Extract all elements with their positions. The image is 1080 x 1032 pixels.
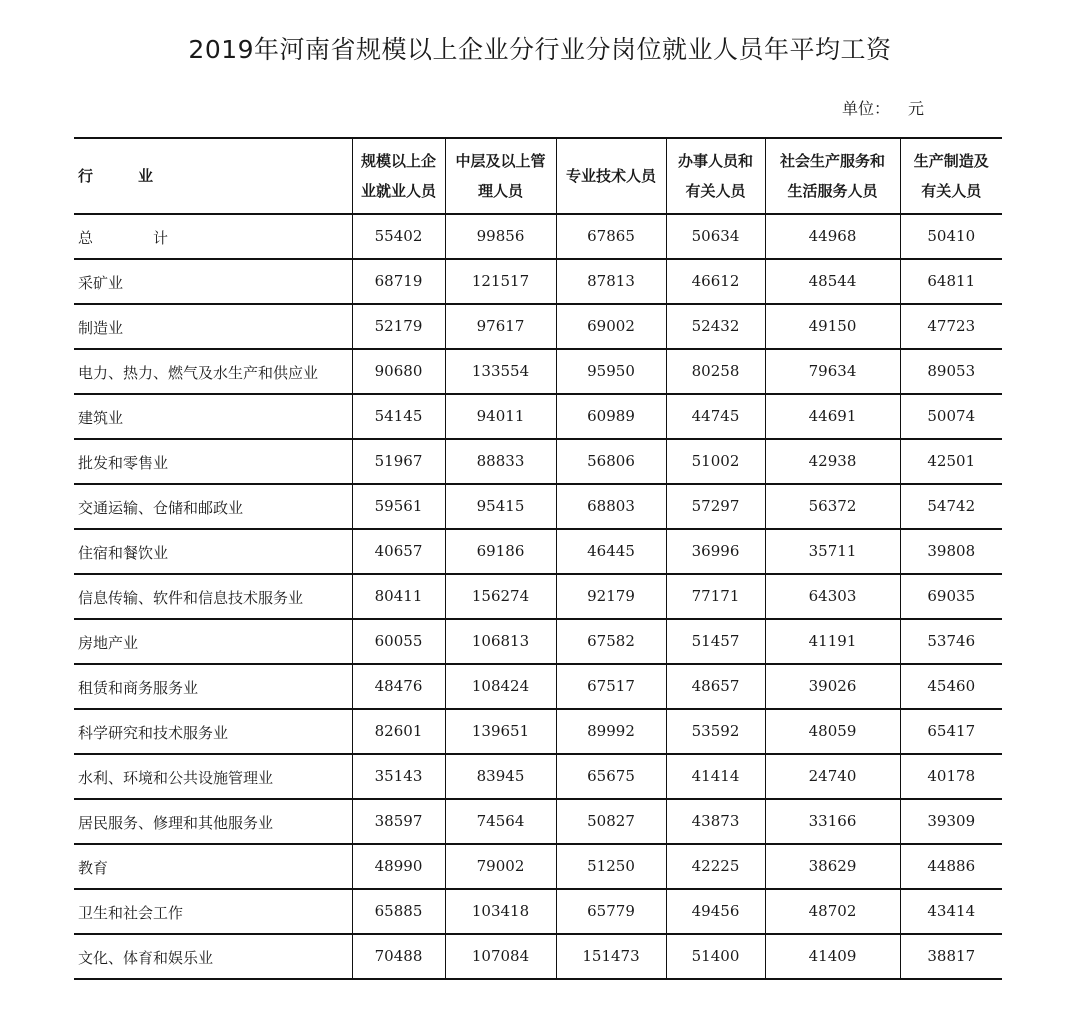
value-cell-management: 99856 [445,214,556,259]
value-cell-clerical: 51457 [666,619,765,664]
value-cell-clerical: 44745 [666,394,765,439]
col-header-industry: 行 业 [74,138,352,214]
value-cell-total: 59561 [352,484,445,529]
value-cell-production: 45460 [900,664,1002,709]
value-cell-management: 103418 [445,889,556,934]
value-cell-professional: 89992 [556,709,666,754]
table-header-row [74,138,1002,214]
value-cell-total: 70488 [352,934,445,979]
value-cell-clerical: 50634 [666,214,765,259]
table-row [74,349,1002,394]
industry-cell: 房地产业 [74,619,352,664]
table-row [74,889,1002,934]
value-cell-service: 44691 [765,394,900,439]
col-header-clerical: 办事人员和 有关人员 [666,138,765,214]
value-cell-service: 38629 [765,844,900,889]
value-cell-production: 64811 [900,259,1002,304]
page-title: 2019年河南省规模以上企业分行业分岗位就业人员年平均工资 [188,35,892,64]
value-cell-professional: 67517 [556,664,666,709]
value-cell-production: 40178 [900,754,1002,799]
value-cell-service: 39026 [765,664,900,709]
value-cell-clerical: 57297 [666,484,765,529]
value-cell-management: 94011 [445,394,556,439]
value-cell-service: 48702 [765,889,900,934]
value-cell-clerical: 49456 [666,889,765,934]
value-cell-professional: 69002 [556,304,666,349]
unit-note [842,96,942,119]
table-row [74,574,1002,619]
value-cell-total: 48990 [352,844,445,889]
value-cell-professional: 87813 [556,259,666,304]
value-cell-service: 79634 [765,349,900,394]
table-row [74,754,1002,799]
col-header-management: 中层及以上管 理人员 [445,138,556,214]
unit-label: 单位： [842,99,891,118]
industry-cell: 居民服务、修理和其他服务业 [74,799,352,844]
table-row [74,664,1002,709]
value-cell-total: 38597 [352,799,445,844]
industry-cell: 电力、热力、燃气及水生产和供应业 [74,349,352,394]
value-cell-production: 54742 [900,484,1002,529]
value-cell-production: 69035 [900,574,1002,619]
value-cell-management: 97617 [445,304,556,349]
value-cell-production: 50410 [900,214,1002,259]
table-row [74,439,1002,484]
value-cell-professional: 92179 [556,574,666,619]
industry-cell: 制造业 [74,304,352,349]
value-cell-service: 64303 [765,574,900,619]
industry-cell: 交通运输、仓储和邮政业 [74,484,352,529]
value-cell-total: 40657 [352,529,445,574]
industry-cell: 科学研究和技术服务业 [74,709,352,754]
table-row [74,619,1002,664]
table-row [74,529,1002,574]
value-cell-total: 55402 [352,214,445,259]
value-cell-production: 39309 [900,799,1002,844]
value-cell-management: 79002 [445,844,556,889]
table-row [74,394,1002,439]
value-cell-professional: 60989 [556,394,666,439]
value-cell-total: 54145 [352,394,445,439]
value-cell-clerical: 43873 [666,799,765,844]
value-cell-total: 68719 [352,259,445,304]
value-cell-professional: 50827 [556,799,666,844]
value-cell-management: 88833 [445,439,556,484]
value-cell-total: 82601 [352,709,445,754]
table-row [74,844,1002,889]
value-cell-production: 38817 [900,934,1002,979]
table-row [74,709,1002,754]
value-cell-service: 24740 [765,754,900,799]
unit-value: 元 [908,99,925,118]
value-cell-total: 65885 [352,889,445,934]
value-cell-production: 44886 [900,844,1002,889]
col-header-production: 生产制造及 有关人员 [900,138,1002,214]
table-body [74,214,1002,979]
value-cell-management: 95415 [445,484,556,529]
value-cell-management: 83945 [445,754,556,799]
value-cell-clerical: 52432 [666,304,765,349]
industry-cell: 教育 [74,844,352,889]
value-cell-production: 39808 [900,529,1002,574]
value-cell-clerical: 77171 [666,574,765,619]
value-cell-service: 42938 [765,439,900,484]
value-cell-service: 56372 [765,484,900,529]
industry-cell: 批发和零售业 [74,439,352,484]
value-cell-service: 41191 [765,619,900,664]
value-cell-clerical: 53592 [666,709,765,754]
col-header-professional: 专业技术人员 [556,138,666,214]
value-cell-management: 107084 [445,934,556,979]
value-cell-management: 121517 [445,259,556,304]
value-cell-service: 49150 [765,304,900,349]
table-row [74,214,1002,259]
value-cell-clerical: 51002 [666,439,765,484]
value-cell-production: 50074 [900,394,1002,439]
value-cell-professional: 46445 [556,529,666,574]
value-cell-total: 90680 [352,349,445,394]
value-cell-professional: 51250 [556,844,666,889]
value-cell-production: 47723 [900,304,1002,349]
table-row [74,799,1002,844]
value-cell-professional: 67582 [556,619,666,664]
industry-cell: 住宿和餐饮业 [74,529,352,574]
table-row [74,484,1002,529]
industry-cell: 卫生和社会工作 [74,889,352,934]
value-cell-clerical: 42225 [666,844,765,889]
value-cell-total: 52179 [352,304,445,349]
value-cell-management: 156274 [445,574,556,619]
value-cell-management: 106813 [445,619,556,664]
value-cell-professional: 56806 [556,439,666,484]
value-cell-total: 48476 [352,664,445,709]
industry-cell: 水利、环境和公共设施管理业 [74,754,352,799]
wage-table [74,137,1002,980]
value-cell-production: 43414 [900,889,1002,934]
industry-cell: 租赁和商务服务业 [74,664,352,709]
table-row [74,259,1002,304]
value-cell-service: 41409 [765,934,900,979]
value-cell-management: 74564 [445,799,556,844]
value-cell-clerical: 41414 [666,754,765,799]
industry-cell: 信息传输、软件和信息技术服务业 [74,574,352,619]
col-header-service: 社会生产服务和 生活服务人员 [765,138,900,214]
industry-cell: 文化、体育和娱乐业 [74,934,352,979]
value-cell-production: 89053 [900,349,1002,394]
value-cell-production: 42501 [900,439,1002,484]
value-cell-production: 65417 [900,709,1002,754]
value-cell-clerical: 48657 [666,664,765,709]
value-cell-total: 80411 [352,574,445,619]
value-cell-professional: 65779 [556,889,666,934]
value-cell-production: 53746 [900,619,1002,664]
col-header-total: 规模以上企 业就业人员 [352,138,445,214]
value-cell-professional: 95950 [556,349,666,394]
value-cell-service: 35711 [765,529,900,574]
value-cell-clerical: 36996 [666,529,765,574]
value-cell-service: 44968 [765,214,900,259]
value-cell-clerical: 80258 [666,349,765,394]
industry-cell: 采矿业 [74,259,352,304]
industry-cell: 总 计 [74,214,352,259]
value-cell-clerical: 46612 [666,259,765,304]
value-cell-clerical: 51400 [666,934,765,979]
value-cell-management: 69186 [445,529,556,574]
table-row [74,934,1002,979]
value-cell-total: 51967 [352,439,445,484]
value-cell-management: 133554 [445,349,556,394]
value-cell-professional: 68803 [556,484,666,529]
value-cell-total: 60055 [352,619,445,664]
table-row [74,304,1002,349]
value-cell-management: 108424 [445,664,556,709]
value-cell-service: 48059 [765,709,900,754]
value-cell-management: 139651 [445,709,556,754]
value-cell-professional: 65675 [556,754,666,799]
value-cell-total: 35143 [352,754,445,799]
industry-cell: 建筑业 [74,394,352,439]
value-cell-service: 33166 [765,799,900,844]
value-cell-service: 48544 [765,259,900,304]
value-cell-professional: 67865 [556,214,666,259]
value-cell-professional: 151473 [556,934,666,979]
